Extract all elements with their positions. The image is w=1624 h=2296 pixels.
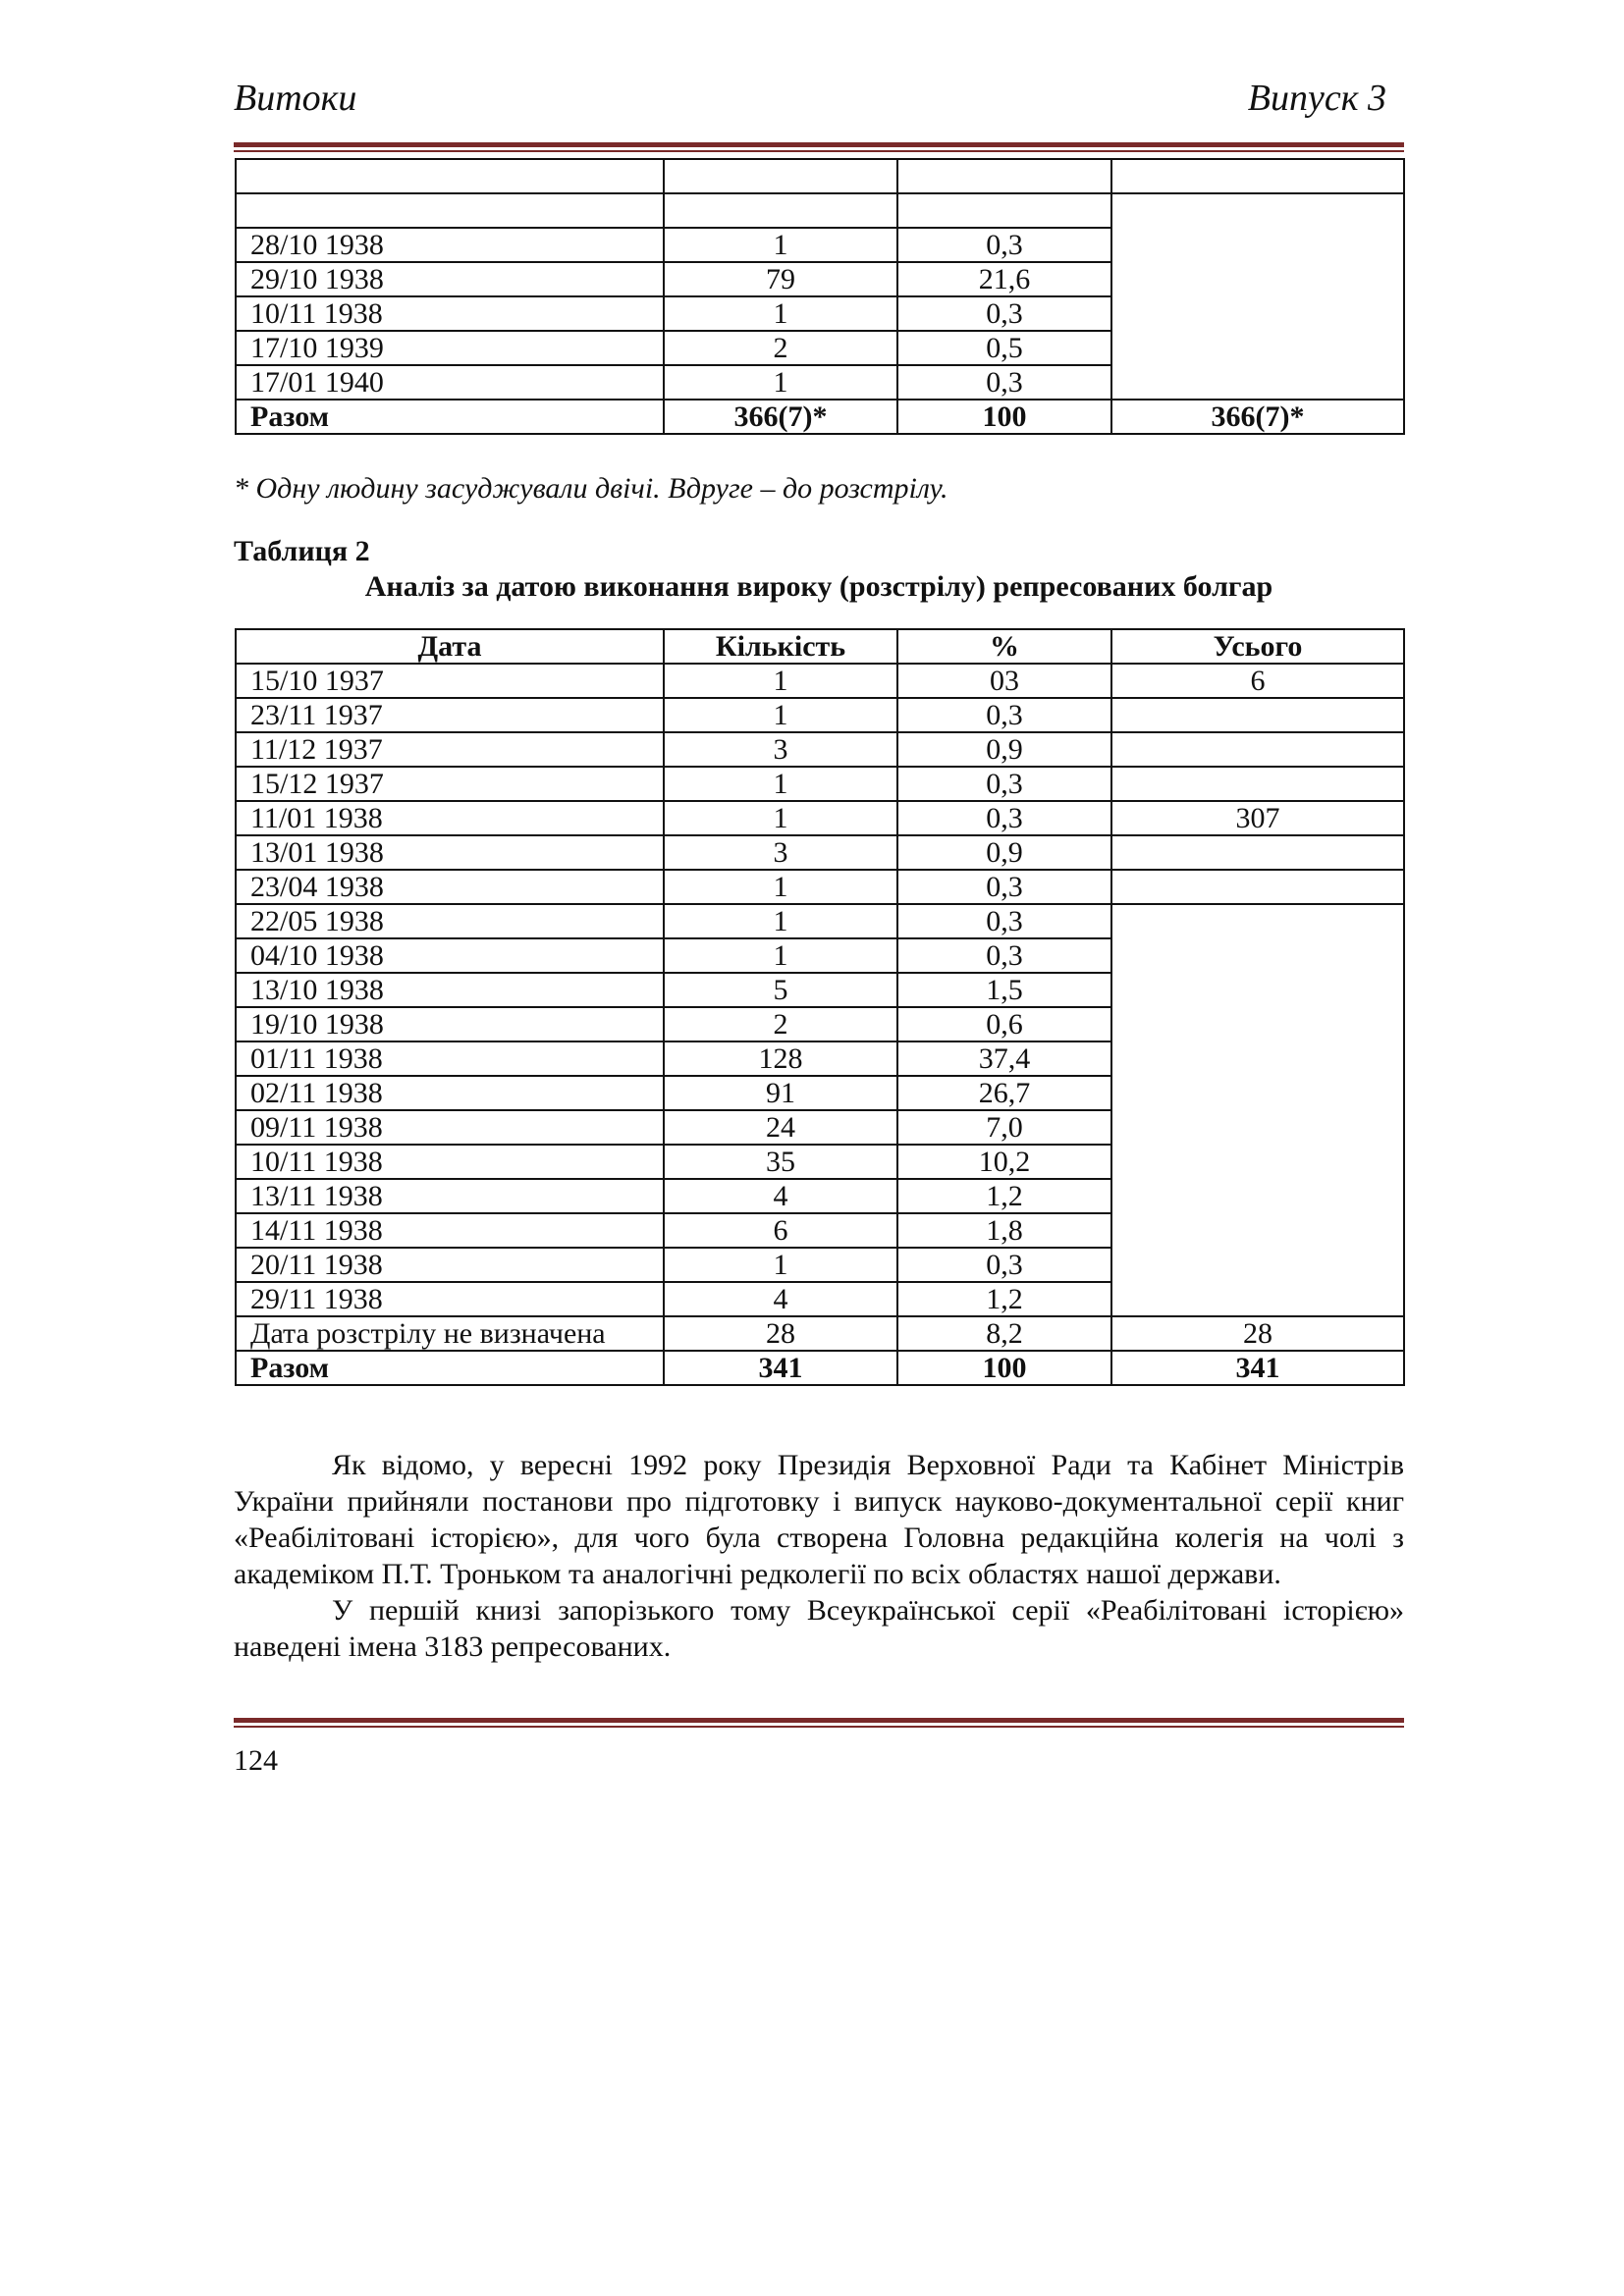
date-cell: 29/11 1938 (236, 1282, 664, 1316)
total-count: 341 (664, 1351, 897, 1385)
table-1-continued (235, 158, 1405, 435)
date-cell: 17/10 1939 (236, 331, 664, 365)
date-cell: 11/01 1938 (236, 801, 664, 835)
date-cell: 10/11 1938 (236, 1145, 664, 1179)
count-cell: 6 (664, 1213, 897, 1248)
percent-cell: 0,3 (897, 365, 1111, 400)
table-row (236, 1179, 1404, 1213)
table-row (236, 664, 1404, 698)
undetermined-label: Дата розстрілу не визначена (236, 1316, 664, 1351)
date-cell: 15/10 1937 (236, 664, 664, 698)
undetermined-row (236, 1316, 1404, 1351)
percent-cell: 0,5 (897, 331, 1111, 365)
percent-cell: 1,2 (897, 1179, 1111, 1213)
table-row (236, 732, 1404, 767)
group-total-cell: 28 (1111, 1316, 1404, 1351)
percent-cell: 0,3 (897, 698, 1111, 732)
page-number: 124 (234, 1744, 278, 1777)
count-cell: 1 (664, 296, 897, 331)
date-cell: 10/11 1938 (236, 296, 664, 331)
date-cell: 23/04 1938 (236, 870, 664, 904)
percent-cell: 0,3 (897, 296, 1111, 331)
table-row (236, 262, 1404, 296)
date-cell: 09/11 1938 (236, 1110, 664, 1145)
table-row (236, 904, 1404, 938)
count-cell: 4 (664, 1179, 897, 1213)
issue-number: Випуск 3 (1247, 78, 1386, 119)
count-cell: 1 (664, 698, 897, 732)
date-cell: 02/11 1938 (236, 1076, 664, 1110)
date-cell: 19/10 1938 (236, 1007, 664, 1041)
percent-cell: 10,2 (897, 1145, 1111, 1179)
table-row (236, 1248, 1404, 1282)
date-cell: 20/11 1938 (236, 1248, 664, 1282)
running-header (234, 77, 1404, 135)
date-cell: 17/01 1940 (236, 365, 664, 400)
date-cell: 29/10 1938 (236, 262, 664, 296)
total-row (236, 1351, 1404, 1385)
date-cell: 15/12 1937 (236, 767, 664, 801)
paragraph: У першій книзі запорізького тому Всеукраїнської серії «Реабілітовані історією» наведені імена 3183 репресованих. (234, 1594, 1404, 1663)
percent-cell: 0,3 (897, 938, 1111, 973)
total-row (236, 400, 1404, 434)
count-cell: 2 (664, 1007, 897, 1041)
paragraph: Як відомо, у вересні 1992 року Президія Верховної Ради та Кабінет Міністрів України прийняли постанови про підготовку і випуск науково-документальної серії книг «Реабілітовані історією», для чого була створена Головна редакційна колегія на чолі з академіком П.Т. Троньком та аналогічні редколегії по всіх областях нашої держави. (234, 1449, 1404, 1590)
table-row (236, 835, 1404, 870)
table-row (236, 938, 1404, 973)
table-row (236, 1145, 1404, 1179)
percent-cell: 7,0 (897, 1110, 1111, 1145)
total-label: Разом (236, 400, 664, 434)
percent-cell: 1,8 (897, 1213, 1111, 1248)
count-cell: 1 (664, 904, 897, 938)
count-cell: 79 (664, 262, 897, 296)
body-text (234, 1447, 1404, 1665)
table-row (236, 1041, 1404, 1076)
count-cell: 1 (664, 938, 897, 973)
date-cell: 04/10 1938 (236, 938, 664, 973)
total-label: Разом (236, 1351, 664, 1385)
total-count: 366(7)* (664, 400, 897, 434)
percent-cell: 0,3 (897, 870, 1111, 904)
percent-cell: 0,3 (897, 767, 1111, 801)
table-row (236, 870, 1404, 904)
date-cell: 11/12 1937 (236, 732, 664, 767)
column-header-count: Кількість (664, 629, 897, 664)
percent-cell: 37,4 (897, 1041, 1111, 1076)
group-total-cell: 6 (1111, 664, 1404, 698)
total-all: 341 (1111, 1351, 1404, 1385)
table-row (236, 193, 1404, 228)
date-cell: 13/10 1938 (236, 973, 664, 1007)
count-cell: 1 (664, 1248, 897, 1282)
count-cell: 1 (664, 870, 897, 904)
count-cell: 91 (664, 1076, 897, 1110)
count-cell: 24 (664, 1110, 897, 1145)
table-caption: Таблиця 2 (234, 535, 370, 567)
count-cell: 4 (664, 1282, 897, 1316)
table-row (236, 1282, 1404, 1316)
column-header-total: Усього (1111, 629, 1404, 664)
count-cell: 35 (664, 1145, 897, 1179)
table-2 (235, 628, 1405, 1386)
count-cell: 1 (664, 767, 897, 801)
count-cell: 2 (664, 331, 897, 365)
percent-cell: 0,3 (897, 801, 1111, 835)
table-row (236, 228, 1404, 262)
percent-cell: 8,2 (897, 1316, 1111, 1351)
percent-cell: 0,9 (897, 835, 1111, 870)
count-cell: 1 (664, 801, 897, 835)
footnote: * Одну людину засуджували двічі. Вдруге – до розстрілу. (234, 472, 948, 505)
count-cell: 28 (664, 1316, 897, 1351)
count-cell: 1 (664, 664, 897, 698)
percent-cell: 0,3 (897, 228, 1111, 262)
table-row (236, 1110, 1404, 1145)
table-row (236, 296, 1404, 331)
percent-cell: 26,7 (897, 1076, 1111, 1110)
count-cell: 1 (664, 365, 897, 400)
table-row (236, 1213, 1404, 1248)
percent-cell: 21,6 (897, 262, 1111, 296)
count-cell: 5 (664, 973, 897, 1007)
table-title: Аналіз за датою виконання вироку (розстрілу) репресованих болгар (364, 570, 1273, 603)
table-row (236, 159, 1404, 193)
table-row (236, 331, 1404, 365)
percent-cell: 0,9 (897, 732, 1111, 767)
percent-cell: 1,5 (897, 973, 1111, 1007)
group-total-cell: 307 (1111, 801, 1404, 835)
column-header-percent: % (897, 629, 1111, 664)
header-rule (234, 142, 1404, 152)
table-row (236, 698, 1404, 732)
count-cell: 3 (664, 835, 897, 870)
date-cell: 14/11 1938 (236, 1213, 664, 1248)
percent-cell: 03 (897, 664, 1111, 698)
table-row (236, 767, 1404, 801)
footer-rule (234, 1718, 1404, 1728)
table-row (236, 1007, 1404, 1041)
date-cell: 28/10 1938 (236, 228, 664, 262)
count-cell: 3 (664, 732, 897, 767)
journal-title: Витоки (234, 78, 357, 119)
date-cell: 13/11 1938 (236, 1179, 664, 1213)
table-row (236, 801, 1404, 835)
date-cell: 23/11 1937 (236, 698, 664, 732)
percent-cell: 0,3 (897, 1248, 1111, 1282)
count-cell: 128 (664, 1041, 897, 1076)
date-cell: 13/01 1938 (236, 835, 664, 870)
total-percent: 100 (897, 400, 1111, 434)
percent-cell: 0,6 (897, 1007, 1111, 1041)
percent-cell: 0,3 (897, 904, 1111, 938)
table-row (236, 973, 1404, 1007)
table-row (236, 1076, 1404, 1110)
column-header-date: Дата (236, 629, 664, 664)
percent-cell: 1,2 (897, 1282, 1111, 1316)
total-percent: 100 (897, 1351, 1111, 1385)
date-cell: 22/05 1938 (236, 904, 664, 938)
table-header-row (236, 629, 1404, 664)
total-all: 366(7)* (1111, 400, 1404, 434)
table-row (236, 365, 1404, 400)
count-cell: 1 (664, 228, 897, 262)
date-cell: 01/11 1938 (236, 1041, 664, 1076)
